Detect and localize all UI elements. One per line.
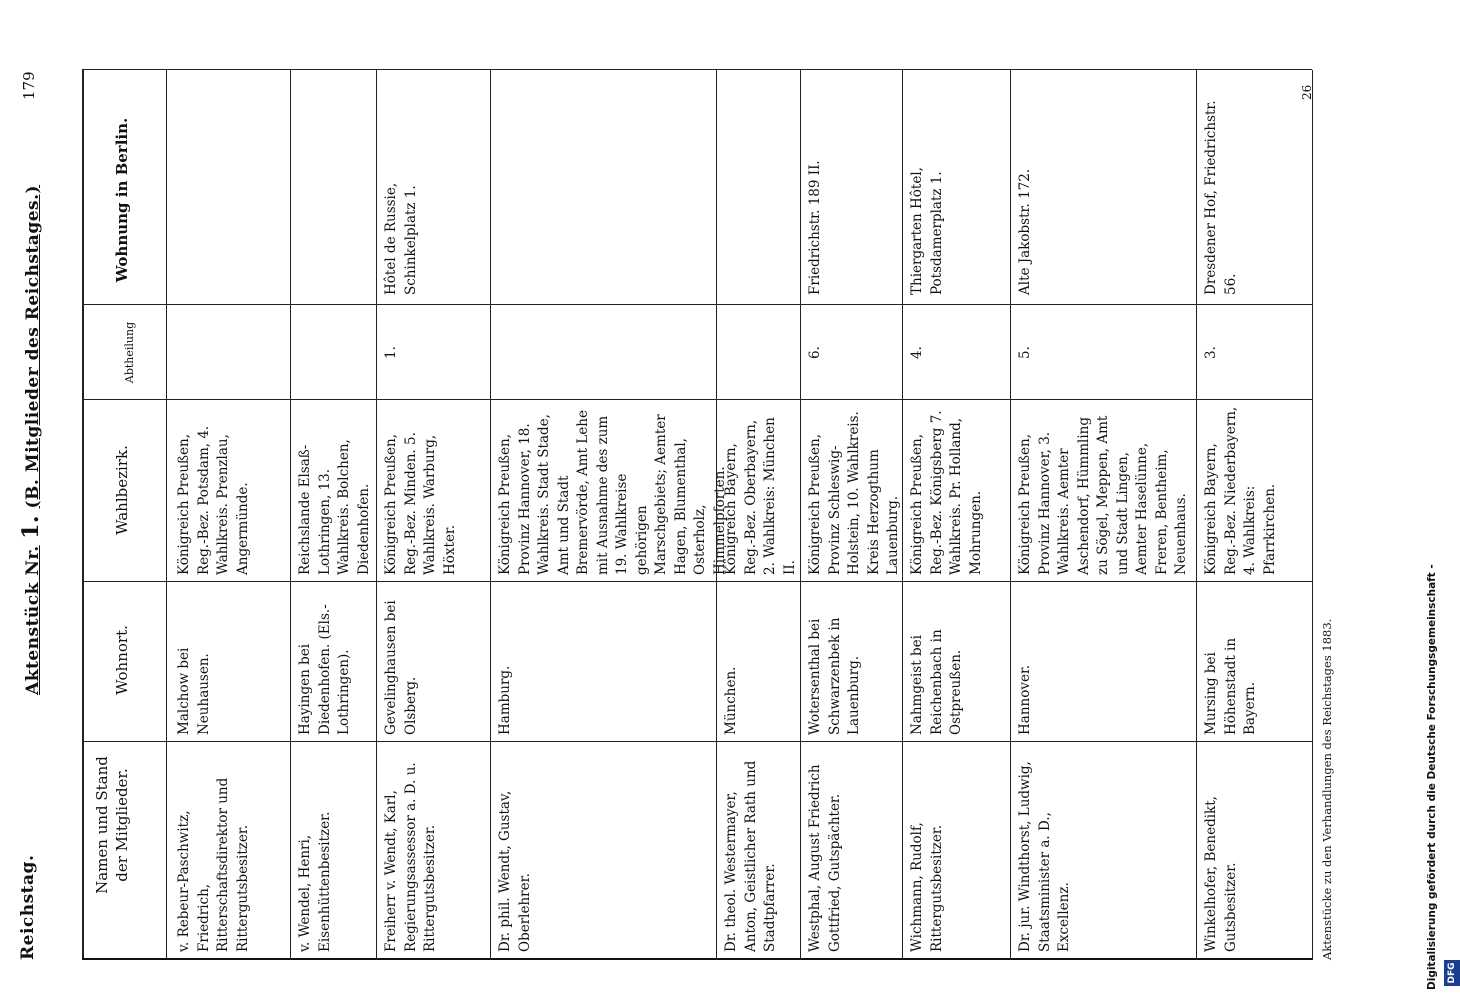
- row9-residence: Mursing bei Höhenstadt in Bayern.: [1203, 637, 1258, 735]
- rule-residence-district: [82, 581, 1312, 582]
- row9-division: 3.: [1203, 346, 1219, 359]
- row3-name: Freiherr v. Wendt, Karl, Regierungsassessor a. D. u. Rittergutsbesitzer.: [383, 762, 438, 952]
- row8-berlin: Alte Jakobstr. 172.: [1017, 168, 1033, 295]
- row7-division: 4.: [909, 346, 925, 359]
- row8-division: 5.: [1017, 346, 1033, 359]
- row6-berlin: Friedrichstr. 189 II.: [807, 160, 823, 295]
- row2-rule: [376, 70, 377, 960]
- table-bottom-rule: [1312, 70, 1313, 960]
- row2-residence: Hayingen bei Diedenhofen. (Els.-Lothringen).: [297, 604, 352, 735]
- rule-district-division: [82, 399, 1312, 400]
- row5-residence: München.: [723, 666, 739, 735]
- row3-rule: [490, 70, 491, 960]
- row6-division: 6.: [807, 346, 823, 359]
- row7-district: Königreich Preußen, Reg.-Bez. Königsberg 7. Wahlkreis. Pr. Holland, Mohrungen.: [909, 410, 984, 575]
- row3-berlin: Hôtel de Russie, Schinkelplatz 1.: [383, 182, 419, 295]
- dfg-text: Digitalisierung gefördert durch die Deutsche Forschungsgemeinschaft -: [1426, 564, 1438, 990]
- band-rule-1: [82, 958, 1312, 960]
- row8-residence: Hannover.: [1017, 664, 1033, 735]
- row3-division: 1.: [383, 346, 399, 359]
- rule-name-residence: [82, 741, 1312, 742]
- row3-residence: Gevelinghausen bei Olsberg.: [383, 600, 419, 735]
- row7-berlin: Thiergarten Hôtel, Potsdamerplatz 1.: [909, 167, 945, 295]
- row9-district: Königreich Bayern, Reg.-Bez. Niederbayern, 4. Wahlkreis: Pfarrkirchen.: [1203, 406, 1278, 575]
- colhead-district: Wahlbezirk.: [113, 445, 131, 535]
- footer-left: Aktenstücke zu den Verhandlungen des Reichstages 1883.: [1320, 618, 1334, 960]
- row2-name: v. Wendel, Henri, Eisenhüttenbesitzer.: [297, 811, 333, 952]
- row7-rule: [1010, 70, 1011, 960]
- row8-rule: [1196, 70, 1197, 960]
- row6-residence: Wotersenthal bei Schwarzenbek in Lauenburg.: [807, 617, 862, 735]
- row6-name: Westphal, August Friedrich Gottfried, Gutspächter.: [807, 764, 843, 952]
- row4-district: Königreich Preußen, Provinz Hannover, 18. Wahlkreis. Stadt Stade, Amt und Stadt Bremervörde, Amt Lehe mit Ausnahme des zum 19. Wahlkreise gehörigen Marschgebiets; Aemter Hagen, Blumenthal, Osterholz, Himmelpforten.: [497, 410, 728, 575]
- header-left: Reichstag.: [18, 854, 38, 960]
- colhead-residence: Wohnort.: [113, 625, 131, 695]
- colhead-berlin: Wohnung in Berlin.: [113, 117, 131, 283]
- header-title: [18, 185, 44, 695]
- row8-name: Dr. jur. Windthorst, Ludwig, Staatsminister a. D., Excellenz.: [1017, 761, 1072, 952]
- row1-name: v. Rebeur-Paschwitz, Friedrich, Ritterschaftsdirektor und Rittergutsbesitzer.: [176, 777, 251, 952]
- row4-residence: Hamburg.: [497, 665, 513, 735]
- dfg-note: [1420, 564, 1460, 990]
- row6-rule: [902, 70, 903, 960]
- row8-district: Königreich Preußen, Provinz Hannover, 3. Wahlkreis. Aemter Aschendorf, Hümmling zu Sögel, Meppen, Amt und Stadt Lingen, Aemter Haselünne, Freren, Bentheim, Neuenhaus.: [1017, 415, 1189, 575]
- rule-division-berlin: [82, 304, 1312, 305]
- page-number: 179: [20, 71, 38, 100]
- row5-name: Dr. theol. Westermayer, Anton, Geistlicher Rath und Stadtpfarrer.: [723, 760, 778, 952]
- colhead-name: Namen und Stand der Mitglieder.: [93, 756, 131, 894]
- header-row-rule: [166, 70, 167, 960]
- header-number: 1.: [18, 514, 44, 539]
- row1-residence: Malchow bei Neuhausen.: [176, 647, 212, 735]
- row3-district: Königreich Preußen, Reg.-Bez. Minden. 5. Wahlkreis. Warburg, Höxter.: [383, 432, 458, 575]
- row2-district: Reichslande Elsaß-Lothringen, 13. Wahlkreis. Bolchen, Diedenhofen.: [297, 439, 372, 575]
- table-top-rule: [82, 70, 84, 960]
- row5-district: Königreich Bayern, Reg.-Bez. Oberbayern, 2. Wahlkreis: München II.: [723, 417, 798, 575]
- col-right-border: [82, 69, 1312, 70]
- row4-rule: [716, 70, 717, 960]
- row6-district: Königreich Preußen, Provinz Schleswig-Holstein, 10. Wahlkreis. Kreis Herzogthum Lauenburg.: [807, 411, 901, 575]
- footer-right: 26: [1300, 84, 1314, 100]
- row1-rule: [290, 70, 291, 960]
- header-prefix: Aktenstück Nr.: [23, 545, 43, 695]
- row5-rule: [800, 70, 801, 960]
- row9-name: Winkelhofer, Benedikt, Gutsbesitzer.: [1203, 796, 1239, 952]
- dfg-logo: DFG: [1444, 960, 1460, 986]
- header-suffix: (B. Mitglieder des Reichstages.): [23, 184, 43, 509]
- row7-residence: Nahmgeist bei Reichenbach in Ostpreußen.: [909, 629, 964, 735]
- row7-name: Wichmann, Rudolf, Rittergutsbesitzer.: [909, 822, 945, 952]
- row9-berlin: Dresdener Hof, Friedrichstr. 56.: [1203, 100, 1239, 295]
- row4-name: Dr. phil. Wendt, Gustav, Oberlehrer.: [497, 790, 533, 952]
- row1-district: Königreich Preußen, Reg.-Bez. Potsdam, 4. Wahlkreis. Prenzlau, Angermünde.: [176, 425, 251, 575]
- colhead-division: Abtheilung: [123, 321, 136, 384]
